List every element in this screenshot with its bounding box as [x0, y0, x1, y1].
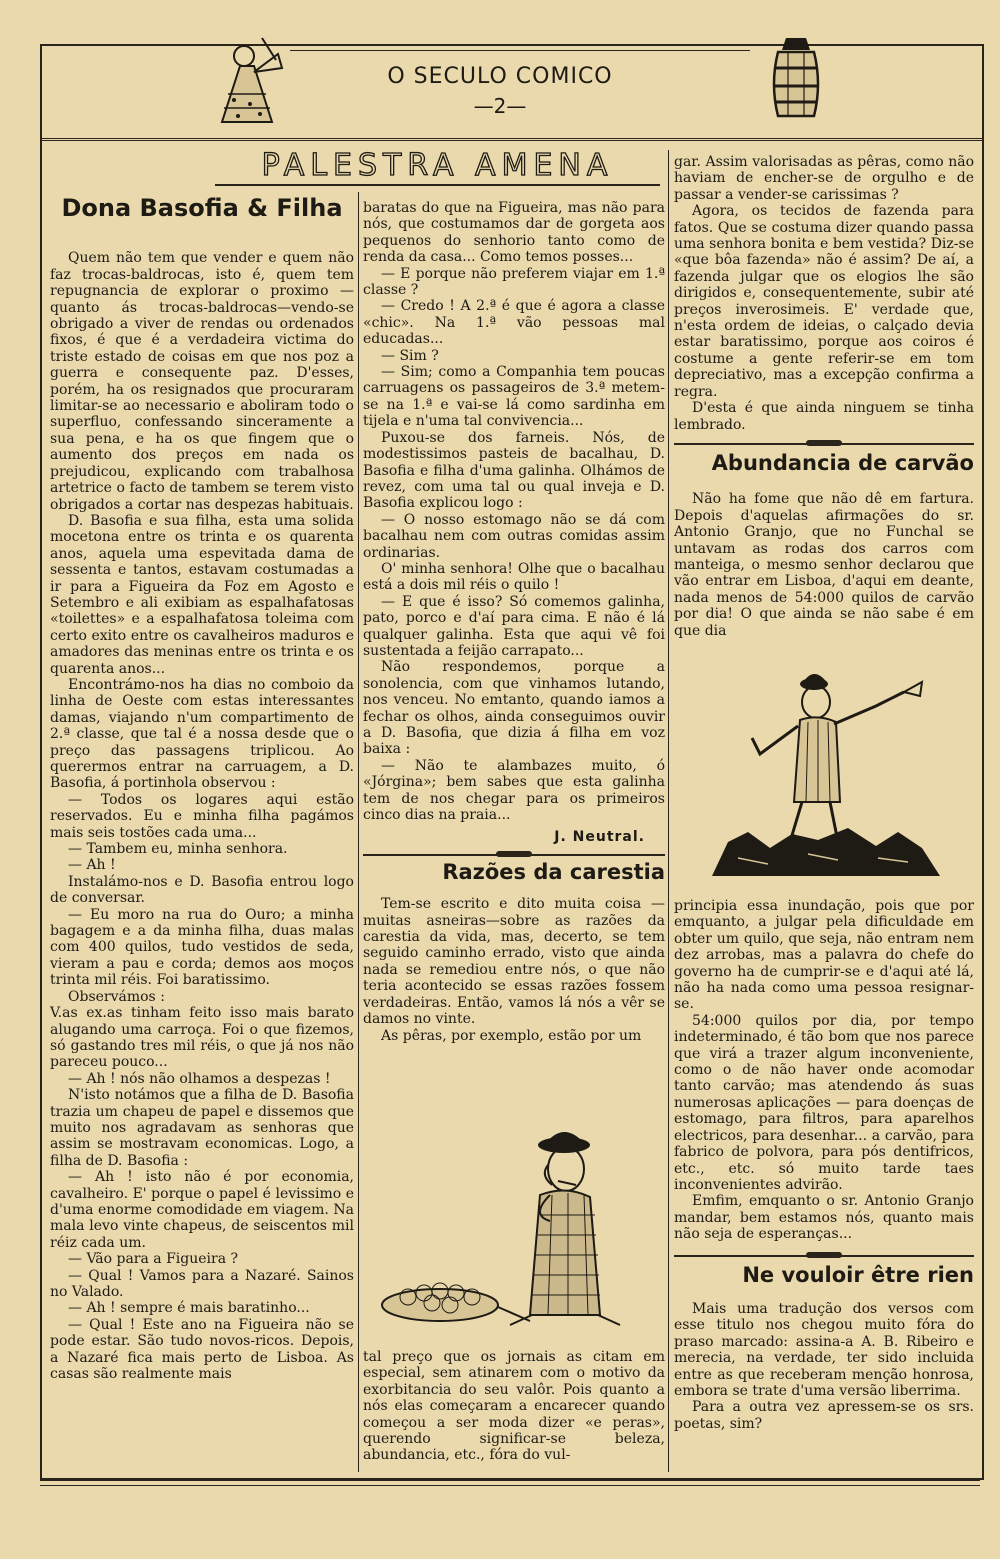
paragraph: D. Basofia e sua filha, esta uma solida mocetona entre os trinta e os quarenta anos, aquela uma espevitada dama de sessenta e tantos, estavam costumadas a ir para a Figueira da Foz em Agosto e Setembro e ali exibiam as espalhafatosas «toilettes» e a espalhafatosa toleima com certo exito entre os cavalheiros maduros e amadores das meninas entre os trinta e os quarenta anos...	[50, 512, 354, 677]
paragraph: Não ha fome que não dê em fartura. Depois d'aquelas afirmações do sr. Antonio Granjo, que no Funchal se untavam as rodas dos carros com manteiga, o mesmo senhor declarou que vão entrar em Lisboa, d'aqui em deante, nada menos de 54:000 quilos de carvão por dia! O que ainda se não sabe é em que dia	[674, 491, 974, 639]
newspaper-title: O SECULO COMICO	[387, 64, 613, 89]
column-2	[363, 200, 665, 1044]
paragraph: — Eu moro na rua do Ouro; a minha bagagem e a da minha filha, duas malas com 400 quilos, tudo vestidos de seda, vieram a pau e corda; demos aos moços trinta mil réis. Foi baratissimo.	[50, 906, 354, 989]
paragraph: — Vão para a Figueira ?	[68, 1251, 239, 1268]
column-3	[674, 154, 974, 639]
paragraph: Puxou-se dos farneis. Nós, de modestissimos pasteis de bacalhau, D. Basofia e filha d'uma galinha. Olhámos de revez, com uma tal ou qual inveja e D. Basofia explicou logo :	[363, 429, 665, 512]
paragraph: V.as ex.as tinham feito isso mais barato alugando uma carroça. Foi o que fizemos, só gastando tres mil réis, o que já nos não pareceu pouco...	[50, 1005, 354, 1071]
paragraph: — Qual ! Vamos para a Nazaré. Sainos no Valado.	[50, 1267, 354, 1300]
paragraph: Instalámo-nos e D. Basofia entrou logo de conversar.	[50, 873, 354, 907]
paragraph: principia essa inundação, pois que por emquanto, a julgar pela dificuldade em obter um quilo, que seja, não entram nem dez arrobas, mas a palavra do chefe do governo ha de cumprir-se e d'aqui até lá, não ha nada como uma pessoa resignar-se.	[674, 898, 974, 1013]
pears-illustration	[380, 1125, 660, 1345]
paragraph: tal preço que os jornais as citam em especial, sem atinarem com o motivo da exorbitancia do seu valôr. Pois quanto a nós elas começaram a encarecer quando começou a ser moda dizer «e peras», querendo significar-se beleza, abundancia, etc., fóra do vul-	[363, 1349, 665, 1464]
paragraph: — Ah ! nós não olhamos a despezas !	[68, 1070, 331, 1087]
article-divider	[674, 1251, 974, 1261]
paragraph: — Sim; como a Companhia tem poucas carruagens os passageiros de 3.ª metem-se na 1.ª e vai-se lá como sardinha em tijela e n'uma tal convivencia...	[363, 364, 665, 430]
paragraph: gar. Assim valorisadas as pêras, como não haviam de encher-se de orgulho e de passar a vender-se carissimas ?	[674, 154, 974, 203]
paragraph: Encontrámo-nos ha dias no comboio da linha de Oeste com estas interessantes damas, viajando n'um compartimento de 2.ª classe, que tal é a nossa desde que o preço das passagens triplicou. Ao querermos entrar na carruagem, a D. Basofia, á portinhola observou :	[50, 676, 354, 792]
paragraph: — Ah ! isto não é por economia, cavalheiro. E' porque o papel é levissimo e d'uma enorme comodidade em viagem. Na mala levo vinte chapeus, de seiscentos mil réiz cada um.	[50, 1169, 354, 1251]
paragraph: Para a outra vez apressem-se os srs. poetas, sim?	[674, 1399, 974, 1432]
section-title: PALESTRA AMENA	[261, 148, 614, 183]
paragraph: — Ah !	[68, 857, 116, 874]
paragraph: Emfim, emquanto o sr. Antonio Granjo mandar, bem estamos nós, quanto mais não seja de esperanças...	[674, 1193, 974, 1243]
column-separator	[668, 150, 669, 1472]
paragraph: baratas do que na Figueira, mas não para nós, que costumamos dar de gorgeta aos pequenos do senhorio tanto como de renda da casa... Como temos posses...	[363, 200, 665, 266]
paragraph: Quem não tem que vender e quem não faz trocas-baldrocas, isto é, quem tem repugnancia de explorar o proximo — quanto ás trocas-baldrocas—vendo-se obrigado a viver de rendas ou ordenados fixos, é que é a verdadeira victima do triste estado de coisas em que nos poz a guerra e consequente paz. D'esses, porém, ha os resignados que procuraram limitar-se ao necessario e aboliram todo o superfluo, confessando sinceramente a sua pena, e ha os que fingem que o aumento dos preços em nada os prejudicou, explicando com trabalhosa artetrice o facto de tambem se terem visto obrigados a cortar nas despezas habituais.	[50, 250, 354, 513]
paragraph: N'isto notámos que a filha de D. Basofia trazia um chapeu de papel e dissemos que muito nos agradavam as senhoras que assim se mostravam economicas. Logo, a filha de D. Basofia :	[50, 1087, 354, 1169]
article-title: Abundancia de carvão	[711, 450, 974, 475]
bottom-rule	[40, 1485, 980, 1486]
article-signature: J. Neutral.	[554, 829, 645, 846]
paragraph: — E porque não preferem viajar em 1.ª classe ?	[363, 265, 665, 299]
paragraph: As pêras, por exemplo, estão por um	[381, 1027, 642, 1044]
article-divider	[363, 850, 665, 860]
column-separator	[358, 192, 359, 1472]
article-title: Razões da carestia	[442, 859, 665, 884]
article-title: Ne vouloir être rien	[742, 1262, 974, 1287]
paragraph: — O nosso estomago não se dá com bacalhau nem com outras comidas assim ordinarias.	[363, 511, 665, 561]
paragraph: — Não te alambazes muito, ó «Jórgina»; bem sabes que esta galinha tem de nos chegar para os primeiros cinco dias na praia...	[363, 757, 665, 824]
masthead-rule	[290, 50, 750, 51]
paragraph: — Qual ! Este ano na Figueira não se pode estar. São tudo novos-ricos. Depois, a Nazaré fica mais perto de Lisboa. As casas são realmente mais	[50, 1316, 354, 1383]
paragraph: Tem-se escrito e dito muita coisa — muitas asneiras—sobre as razões da carestia da vida, mas, decerto, se tem seguido caminho errado, visto que ainda nada se remediou entre nós, o que não teria acontecido se essas razões fossem verdadeiras. Então, vamos lá nós a vêr se damos no vinte.	[363, 896, 665, 1028]
paragraph: D'esta é que ainda ninguem se tinha lembrado.	[674, 400, 974, 433]
paragraph: — E que é isso? Só comemos galinha, pato, porco e d'aí para cima. E não é lá qualquer galinha. Esta que aqui vê foi sustentada a feijão carrapato...	[363, 593, 665, 659]
paragraph: O' minha senhora! Olhe que o bacalhau está a dois mil réis o quilo !	[363, 560, 665, 594]
paragraph: Mais uma tradução dos versos com esse titulo nos chegou muito fóra do praso marcado: assina-a A. B. Ribeiro e merecia, na verdade, ter sido incluida entre as que receberam menção honrosa, embora se trate d'uma versão liberrima.	[674, 1300, 974, 1399]
masthead-bottom-rule	[40, 138, 982, 141]
column-1	[50, 196, 354, 1382]
paragraph: — Ah ! sempre é mais baratinho...	[68, 1300, 310, 1317]
article-title: Dona Basofia & Filha	[61, 194, 343, 222]
paragraph: — Todos os logares aqui estão reservados. Eu e minha filha pagámos mais seis tostões cada uma...	[50, 791, 354, 841]
paragraph: Não respondemos, porque a sonolencia, com que vinhamos lutando, nos venceu. No emtanto, quando iamos a fechar os olhos, ainda conseguimos ouvir a D. Basofia, que dizia á filha em voz baixa :	[363, 659, 665, 758]
paragraph: Agora, os tecidos de fazenda para fatos. Que se costuma dizer quando passa uma senhora bonita e bem vestida? Diz-se «que bôa fazenda» não é assim? De aí, a fazenda julgar que os elogios lhe são dirigidos e, consequentemente, subir até preços inverosimeis. E' verdade que, n'esta ordem de ideias, o calçado devia estar baratissimo, porque aos coiros é costume a gente referir-se em tom depreciativo, mas a excepção confirma a regra.	[674, 203, 974, 400]
masthead-barrel-logo	[768, 34, 824, 120]
paragraph: — Tambem eu, minha senhora.	[68, 841, 288, 858]
masthead-figure-logo	[200, 34, 290, 126]
coal-illustration	[708, 662, 946, 880]
column-2-continued	[363, 1349, 665, 1464]
paragraph: 54:000 quilos por dia, por tempo indeterminado, é tão bom que nos parece que virá a trazer algum inconveniente, como o de não haver onde acomodar tanto carvão; mas atendendo ás suas numerosas aplicações — para doenças de estomago, para filtros, para aparelhos electricos, para desenhar... a carvão, para fabrico de polvora, para pós dentifricos, etc., etc. só muito tarde taes inconvenientes advirão.	[674, 1012, 974, 1193]
column-3-continued	[674, 898, 974, 1432]
paragraph: — Sim ?	[381, 347, 439, 364]
section-rule	[215, 184, 660, 186]
page-number: —2—	[473, 94, 527, 118]
paragraph: Observámos :	[68, 988, 165, 1005]
paragraph: — Credo ! A 2.ª é que é agora a classe «chic». Na 1.ª vão pessoas mal educadas...	[363, 298, 665, 348]
bottom-rule	[40, 1480, 980, 1481]
article-divider	[674, 439, 974, 449]
